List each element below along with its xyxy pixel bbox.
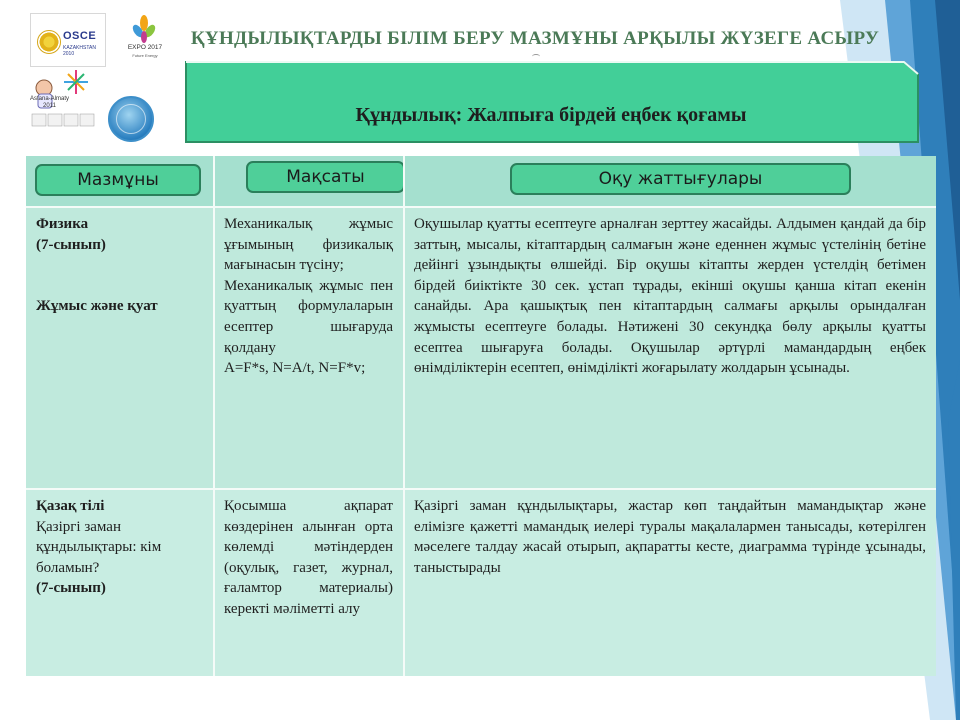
expo-logo-text: EXPO 2017 (127, 44, 163, 51)
sun-emblem-icon (37, 30, 61, 54)
column-divider (403, 156, 405, 676)
title-mark (532, 54, 540, 59)
table-row (26, 208, 936, 488)
exercise-text: Оқушылар қуатты есептеуге арналған зерттеу жасайды. Алдымен қандай да бір заттың, мысалы, кітаптардың салмағын және еденнен жұмыс үстелінің бетіне дейінгі ұзындықты өлшейді. Бір оқушы кітапты жерден үстелдің бетімен бірдей биіктікте 30 сек. ұстап тұрады, екінші оқушы қанша кітап екенін санайды. Ара қашықтық пен кітаптардың салмағы арқылы орындалған жұмысты есептеуге болады. Нәтижені 30 секундқа бөлу арқылы қуатты есептеа шығаруға болады. Оқушылар әртүрлі мамандардың еңбек өнімділіктерін есептеп, өнімділікті жоғарылату жолдарын ұсынады. (414, 216, 926, 377)
subject-name: Қазақ тілі (36, 498, 105, 514)
table-header-row (26, 156, 936, 206)
row-exercise-cell (405, 490, 936, 676)
header-content: Мазмұны (35, 164, 201, 196)
grade-label: (7-сынып) (36, 236, 106, 253)
table-row (26, 490, 936, 676)
row-exercise-cell (405, 208, 936, 488)
asian-games-caption (30, 96, 69, 110)
asian-games-city: Astana-Almaty (30, 96, 70, 102)
value-banner-title: Құндылық: Жалпыға бірдей еңбек қоғамы (355, 104, 747, 126)
topic-name: Қазіргі заман құндылықтары: кім боламын? (36, 518, 162, 576)
goal-text-1: Механикалық жұмыс ұғымының физикалық мағынасын түсіну; (224, 216, 393, 274)
content-table (26, 156, 936, 676)
goal-text-2: Механикалық жұмыс пен қуаттың формулаларын есептер шығаруда қолдану (224, 277, 393, 356)
row-divider (26, 488, 936, 490)
header-goal: Мақсаты (246, 161, 405, 193)
page-title: ҚҰНДЫЛЫҚТАРДЫ БІЛІМ БЕРУ МАЗМҰНЫ АРҚЫЛЫ ЖҮЗЕГЕ АСЫРУ (190, 28, 880, 49)
banner-shape (182, 60, 920, 144)
osce-logo (30, 13, 106, 67)
globe-grid (116, 104, 146, 134)
expo-logo-subtext: Future Energy (132, 53, 158, 58)
row-goal-cell (215, 208, 403, 488)
row-content-cell (26, 490, 213, 676)
subject-name: Физика (36, 216, 89, 232)
goal-text: Қосымша ақпарат көздерінен алынған орта көлемді мәтіндерден (оқулық, газет, журнал, ғаламтор материалы) керекті мәліметті алу (224, 498, 393, 617)
expo-logo (118, 13, 170, 65)
row-goal-cell (215, 490, 403, 676)
column-divider (213, 156, 215, 676)
value-banner (182, 60, 920, 144)
row-content-cell (26, 208, 213, 488)
header-exercises: Оқу жаттығулары (510, 163, 851, 195)
grade-label: (7-сынып) (36, 580, 106, 597)
row-divider (26, 206, 936, 208)
expo-flower-icon (132, 15, 156, 45)
topic-name: Жұмыс және қуат (36, 298, 158, 315)
exercise-text: Қазіргі заман құндылықтары, жастар көп таңдайтын мамандықтар және елімізге қажетті мамандық иелері туралы мақалалармен танысады, көтерілген мәселеге талдау жасай отырып, ақпаратты кесте, диаграмма түрінде ұсынады, таныстырады (414, 498, 926, 576)
osce-logo-subtext: KAZAKHSTAN 2010 (63, 45, 96, 57)
osce-logo-text: OSCE (63, 30, 97, 42)
formula-text: A=F*s, N=A/t, N=F*v; (224, 360, 366, 377)
globe-emblem-icon (108, 96, 154, 142)
asian-games-year: 2011 (43, 102, 56, 109)
